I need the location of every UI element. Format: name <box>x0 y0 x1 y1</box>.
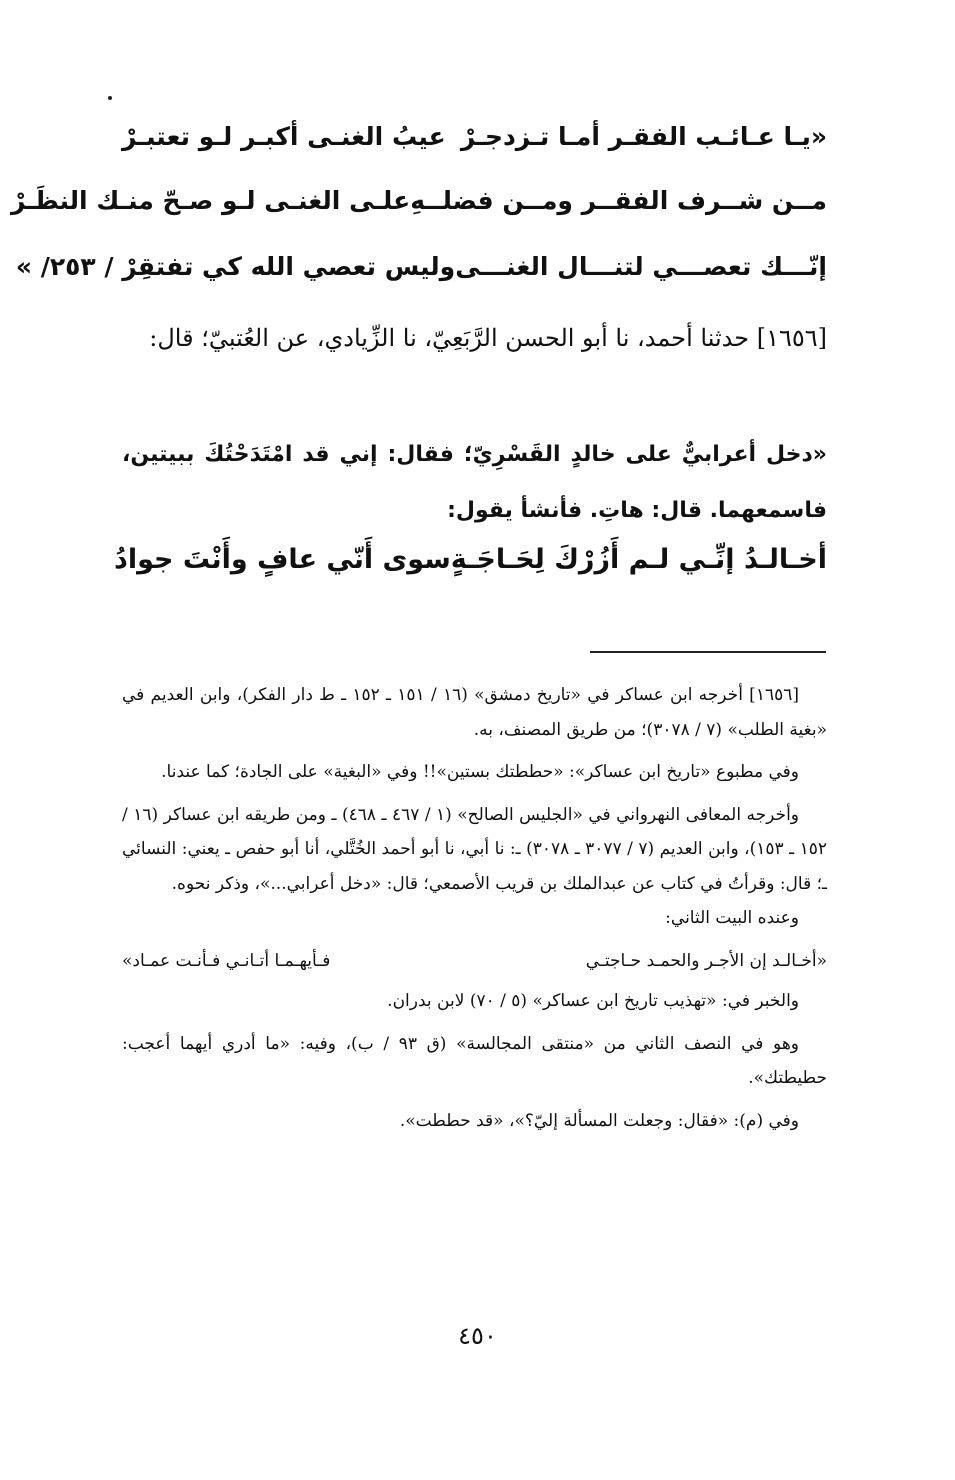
footnote-note-nahrawani: وأخرجه المعافى النهرواني في «الجليس الصالح» (١ / ٤٦٧ ـ ٤٦٨) ـ ومن طريقه ابن عساكر (١٦ / ١٥٢ ـ ١٥٣)، وابن العديم (٧ / ٣٠٧٧ ـ ٣٠٧٨) ـ: نا أبي، نا أبو أحمد الخُتَّلي، أنا أبو حفص ـ يعني: النسائي ـ؛ قال: وقرأتُ في كتاب عن عبدالملك بن قريب الأصمعي؛ قال: «دخل أعرابي...»، وذكر نحوه. <box>122 804 827 894</box>
footnote-note-manuscript: وفي (م): «فقال: وجعلت المسألة إليّ؟»، «قد حططت». <box>399 1110 799 1131</box>
poem-line-3 <box>15 252 827 281</box>
hadith-1656-chain: [١٦٥٦] حدثنا أحمد، نا أبو الحسن الرَّبَعِيّ، نا الزِّيادي، عن العُتبيّ؛ قال: <box>149 324 827 352</box>
poem-line-2 <box>11 186 827 215</box>
page-number: ٤٥٠ <box>458 1322 497 1350</box>
poem-bottom-line <box>114 544 827 575</box>
footnotes <box>122 678 827 1146</box>
hemistich-second: عيبُ الغنـى أكبـر لـو تعتبـرْ <box>122 122 446 151</box>
hemistich-first: إنّـــك تعصـــي لتنـــال الغنـــى <box>455 252 827 281</box>
margin-dot <box>108 96 112 100</box>
footnote-verse <box>122 944 827 979</box>
hemistich-first: «أخـالـد إن الأجـر والحمـد حـاجتـي <box>585 950 827 971</box>
footnote-second-verse-intro: وعنده البيت الثاني: <box>665 908 799 928</box>
poem-line-1 <box>122 122 827 151</box>
hemistich-first: «يـا عـائـب الفقـر أمـا تـزدجـرْ <box>460 122 827 151</box>
narration-text: «دخل أعرابيٌّ على خالدٍ القَسْرِيّ؛ فقال: إني قد امْتَدَحْتُكَ ببيتين، فاسمعهما. قال: هاتِ. فأنشأ يقول: <box>122 442 827 523</box>
footnote-1656: [١٦٥٦] أخرجه ابن عساكر في «تاريخ دمشق» (١٦ / ١٥١ ـ ١٥٢ ـ ط دار الفكر)، وابن العديم في «بغية الطلب» (٧ / ٣٠٧٨)؛ من طريق المصنف، به. <box>122 685 827 740</box>
footnote-note-edition: وفي مطبوع «تاريخ ابن عساكر»: «حططتك بستين»!! وفي «البغية» على الجادة؛ كما عندنا. <box>161 762 799 782</box>
footnote-note-muntaqa: وهو في النصف الثاني من «منتقى المجالسة» (ق ٩٣ / ب)، وفيه: «ما أدري أيهما أعجب: حطيطتك». <box>122 1033 827 1088</box>
hemistich-second: فـأيهـمـا أتـانـي فـأنـت عمـاد» <box>122 950 331 971</box>
hemistich-first: مــن شــرف الفقــر ومــن فضلــهِ <box>410 186 827 215</box>
hemistich-second: علـى الغنـى لـو صـحّ منـك النظَـرْ <box>11 186 411 215</box>
hemistich-second: سوى أَنّي عافٍ وأَنْتَ جوادُ <box>114 544 451 575</box>
hemistich-second: وليس تعصي الله كي تفتقِرْ / ٢٥٣/ » <box>15 252 456 281</box>
footnote-note-tahdhib: والخبر في: «تهذيب تاريخ ابن عساكر» (٥ / ٧٠) لابن بدران. <box>387 991 799 1011</box>
footnote-divider <box>590 651 826 653</box>
hemistich-first: أخـالـدُ إنِّـي لـم أَزُرْكَ لِحَـاجَـةٍ <box>450 544 827 575</box>
